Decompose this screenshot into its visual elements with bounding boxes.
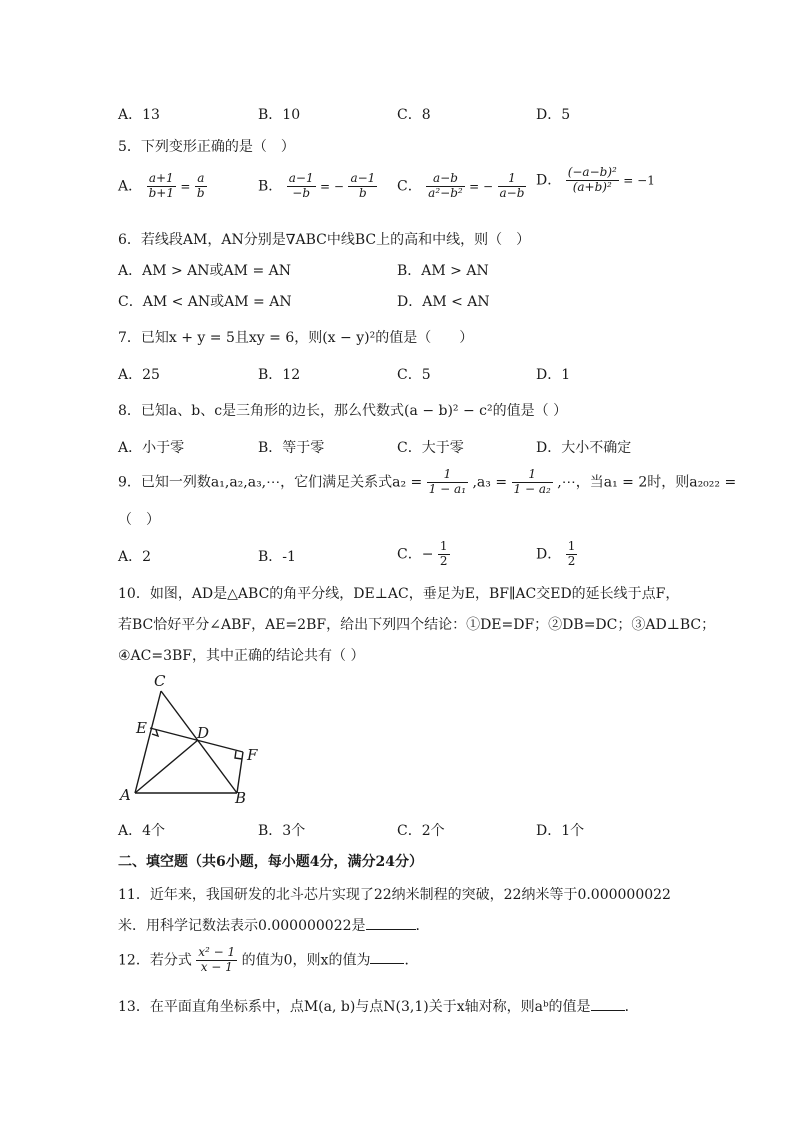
q7-option-d: D．1 (536, 367, 571, 383)
q12-numerator: x² − 1 (198, 945, 236, 959)
q8-stem: 8．已知a、b、c是三角形的边长，那么代数式(a − b)² − c²的值是（ ） (118, 403, 568, 419)
q5-option-d (536, 166, 655, 195)
q9-option-a: A．2 (118, 549, 152, 565)
q9-c-fraction (438, 540, 450, 569)
q5-a-rhs-denominator: b (196, 185, 205, 200)
q5-stem: 5．下列变形正确的是（ ） (118, 139, 295, 155)
q5-a-label: A． (118, 178, 143, 195)
q11-text: 米．用科学记数法表示0.000000022是 (118, 918, 366, 934)
q11-line-1: 11．近年来，我国研发的北斗芯片实现了22纳米制程的突破，22纳米等于0.000000022 (118, 887, 671, 903)
q5-a-rhs-numerator: a (195, 172, 207, 187)
q12-denominator: x − 1 (200, 959, 233, 974)
q6-option-b: B．AM > AN (397, 263, 489, 279)
q5-d-label: D． (536, 172, 562, 189)
q9-stem-end: ,⋯，当a₁ = 2时，则a₂₀₂₂ = (557, 474, 737, 491)
q6-option-a: A．AM > AN或AM = AN (118, 263, 291, 279)
point-label-d: D (197, 724, 210, 742)
q10-option-d: D．1个 (536, 823, 585, 839)
q10-option-b: B．3个 (258, 823, 306, 839)
q9-c-numerator: 1 (439, 539, 448, 553)
point-label-b: B (235, 789, 247, 807)
q9-frac2-denominator: 1 − a₂ (513, 481, 551, 496)
q9-frac1-numerator: 1 (427, 468, 468, 483)
q5-b-fraction (287, 172, 316, 201)
q9-option-b: B．-1 (258, 549, 296, 565)
q9-stem-start: 9．已知一列数a₁,a₂,a₃,⋯，它们满足关系式a₂ = (118, 474, 423, 491)
q5-b-rhs-fraction (348, 172, 377, 201)
q5-d-rhs: = −1 (623, 173, 655, 188)
q10-geometry-figure (110, 672, 270, 812)
q11-answer-blank[interactable] (366, 929, 416, 930)
segment-ac (135, 691, 161, 793)
q5-c-rhs-fraction (498, 172, 527, 201)
q9-stem (118, 468, 736, 497)
segment-ad (135, 740, 198, 793)
q7-option-c: C．5 (397, 367, 431, 383)
q5-b-denominator: −b (292, 185, 311, 200)
q11-line-2 (118, 915, 430, 935)
point-label-c: C (154, 672, 166, 690)
q11-end: ． (415, 918, 430, 934)
q8-option-d: D．大小不确定 (536, 440, 632, 456)
q9-option-c (397, 540, 450, 569)
q10-line-1: 10．如图，AD是△ABC的角平分线，DE⊥AC，垂足为E，BF∥AC交ED的延长线于点F， (118, 586, 680, 602)
q12-end: ． (404, 952, 419, 969)
q5-a-rhs-fraction (195, 172, 207, 201)
q5-b-rhs-denominator: b (359, 185, 367, 200)
q7-option-b: B．12 (258, 367, 301, 383)
q4-option-d: D．5 (536, 107, 571, 123)
q5-option-a: A． $\frac{a+1}{b+1}$ = $\frac{a}{b}$ (118, 171, 205, 200)
q5-c-rhs-numerator: 1 (498, 172, 527, 187)
q13-end: ． (624, 999, 639, 1015)
q8-option-c: C．大于零 (397, 440, 464, 456)
q4-option-b: B．10 (258, 107, 301, 123)
q9-paren: （ ） (118, 512, 160, 528)
q9-d-fraction (566, 540, 578, 569)
q8-option-b: B．等于零 (258, 440, 325, 456)
q9-stem-mid: ,a₃ = (472, 474, 508, 491)
segment-cb (161, 691, 237, 793)
q9-frac2-numerator: 1 (512, 468, 553, 483)
q6-option-c: C．AM < AN或AM = AN (118, 294, 292, 310)
q5-a-denominator: b+1 (148, 185, 174, 200)
q5-c-rhs-denominator: a−b (499, 185, 525, 200)
q10-line-2: 若BC恰好平分∠ABF，AE=2BF，给出下列四个结论：①DE=DF；②DB=DC；③AD⊥BC； (118, 617, 716, 633)
q12-answer-blank[interactable] (370, 963, 404, 964)
q5-b-label: B． (258, 178, 283, 195)
q9-d-denominator: 2 (567, 553, 576, 568)
q5-a-fraction (147, 172, 176, 201)
q5-c-numerator: a−b (426, 172, 465, 187)
q5-c-fraction (426, 172, 465, 201)
right-angle-mark-f (235, 751, 242, 759)
q12-post: 的值为0，则x的值为 (241, 952, 371, 969)
q10-line-3: ④AC=3BF，其中正确的结论共有（ ） (118, 648, 365, 664)
q9-fraction-a2 (427, 468, 468, 497)
point-label-e: E (136, 719, 147, 737)
q9-d-label: D． (536, 546, 562, 563)
q12-stem (118, 946, 418, 975)
q9-d-numerator: 1 (567, 539, 576, 553)
point-label-a: A (120, 786, 131, 804)
right-angle-mark-e (152, 730, 158, 736)
q5-option-b (258, 172, 377, 201)
q5-c-rhs-sign: = − (469, 179, 494, 194)
q5-b-rhs-numerator: a−1 (350, 171, 376, 185)
q13-text: 13．在平面直角坐标系中，点M(a, b)与点N(3,1)关于x轴对称，则aᵇ的值是 (118, 999, 591, 1015)
q9-fraction-a3 (512, 468, 553, 497)
q12-pre: 12．若分式 (118, 952, 192, 969)
q5-a-numerator: a+1 (147, 172, 176, 187)
q5-d-fraction (566, 166, 619, 195)
q4-option-a: A．13 (118, 107, 160, 123)
q10-option-a: A．4个 (118, 823, 166, 839)
q13-answer-blank[interactable] (591, 1010, 625, 1011)
section-heading-fill-blank: 二、填空题（共6小题，每小题4分，满分24分） (118, 854, 423, 870)
q9-c-denominator: 2 (439, 553, 448, 568)
q13-stem (118, 996, 639, 1016)
q5-b-numerator: a−1 (288, 171, 314, 185)
q5-option-c (397, 172, 526, 201)
q5-d-numerator: (−a−b)² (567, 165, 617, 179)
q7-option-a: A．25 (118, 367, 160, 383)
q4-option-c: C．8 (397, 107, 431, 123)
q9-frac1-denominator: 1 − a₁ (428, 481, 467, 496)
q9-c-label: C．− (397, 546, 434, 563)
q5-d-denominator: (a+b)² (572, 179, 612, 194)
q5-b-rhs-sign: = − (320, 179, 344, 194)
q9-option-d (536, 540, 577, 569)
q6-stem: 6．若线段AM，AN分别是∇ABC中线BC上的高和中线，则（ ） (118, 232, 531, 248)
point-label-f: F (247, 746, 258, 764)
q5-c-denominator: a²−b² (428, 185, 463, 200)
q12-fraction (196, 946, 237, 975)
q5-c-label: C． (397, 178, 422, 195)
q6-option-d: D．AM < AN (397, 294, 490, 310)
q10-option-c: C．2个 (397, 823, 445, 839)
q7-stem: 7．已知x + y = 5且xy = 6，则(x − y)²的值是（ ） (118, 330, 474, 346)
q8-option-a: A．小于零 (118, 440, 185, 456)
